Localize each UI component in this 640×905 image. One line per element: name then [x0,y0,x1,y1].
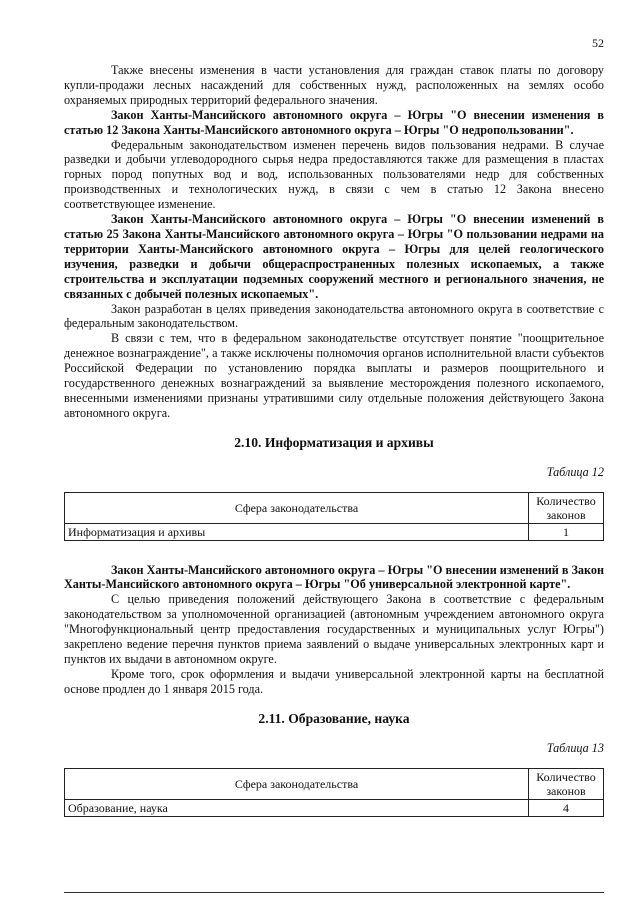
paragraph: Федеральным законодательством изменен перечень видов пользования недрами. В случае разведки и добычи углеводородного сырья недра предоставляются также для размещения в пластах горных пород попутных вод и вод, использованных пользователями недр для собственных производственных и технологических нужд, в связи с чем в статью 12 Закона внесено соответствующее изменение. [64,137,604,212]
table-header-row [65,768,604,799]
cell-sphere: Информатизация и архивы [65,523,529,540]
paragraph: Также внесены изменения в части установления для граждан ставок платы по договору купли-продажи лесных насаждений для собственных нужд, расположенных на землях особо охраняемых природных территорий федерального значения. [64,63,604,107]
table-13 [64,768,604,817]
header-count: Количество законов [529,492,604,523]
table-caption-12: Таблица 12 [546,464,604,479]
footer-rule [64,892,604,893]
header-count: Количество законов [529,768,604,799]
header-sphere: Сфера законодательства [65,492,529,523]
page-content [64,63,604,817]
table-row [65,799,604,816]
table-header-row [65,492,604,523]
table-12 [64,492,604,541]
paragraph: С целью приведения положений действующего Закона в соответствие с федеральным законодательством за уполномоченной организацией (автономным учреждением автономного округа "Многофункциональный центр предоставления государственных и муниципальных услуг Югры") закреплено ведение перечня пунктов приема заявлений о выдаче универсальных электронных карт и пунктов их выдачи в автономном округе. [64,592,604,666]
header-sphere: Сфера законодательства [65,768,529,799]
page-number: 52 [592,36,604,50]
cell-count: 4 [529,799,604,816]
cell-count: 1 [529,523,604,540]
paragraph: Кроме того, срок оформления и выдачи универсальной электронной карты на бесплатной основе продлен до 1 января 2015 года. [64,666,604,696]
table-caption-13: Таблица 13 [546,740,604,755]
paragraph: Закон разработан в целях приведения законодательства автономного округа в соответствие с федеральным законодательством. [64,301,604,331]
paragraph: В связи с тем, что в федеральном законодательстве отсутствует понятие "поощрительное денежное вознаграждение", а также исключены полномочия органов исполнительной власти субъектов Российской Федерации по установлению порядка выплаты и размеров поощрительного и государственного денежных вознаграждений за выявление месторождения полезного ископаемого, внесенными изменениями признаны утратившими силу отдельные положения действующего Закона автономного округа. [64,331,604,420]
law-title: Закон Ханты-Мансийского автономного округа – Югры "О внесении изменений в Закон Ханты-Мансийского автономного округа – Югры "Об универсальной электронной карте". [64,562,604,592]
law-title: Закон Ханты-Мансийского автономного округа – Югры "О внесении изменений в статью 25 Закона Ханты-Мансийского автономного округа – Югры "О пользовании недрами на территории Ханты-Мансийского автономного округа – Югры для целей геологического изучения, разведки и добычи общераспространенных полезных ископаемых, а также строительства и эксплуатации подземных сооружений местного и регионального значения, не связанных с добычей полезных ископаемых". [64,212,604,301]
table-row [65,523,604,540]
section-heading-2-11: 2.11. Образование, наука [258,710,410,726]
law-title: Закон Ханты-Мансийского автономного округа – Югры "О внесении изменения в статью 12 Закона Ханты-Мансийского автономного округа – Югры "О недропользовании". [64,107,604,137]
cell-sphere: Образование, наука [65,799,529,816]
section-heading-2-10: 2.10. Информатизация и архивы [234,434,434,450]
